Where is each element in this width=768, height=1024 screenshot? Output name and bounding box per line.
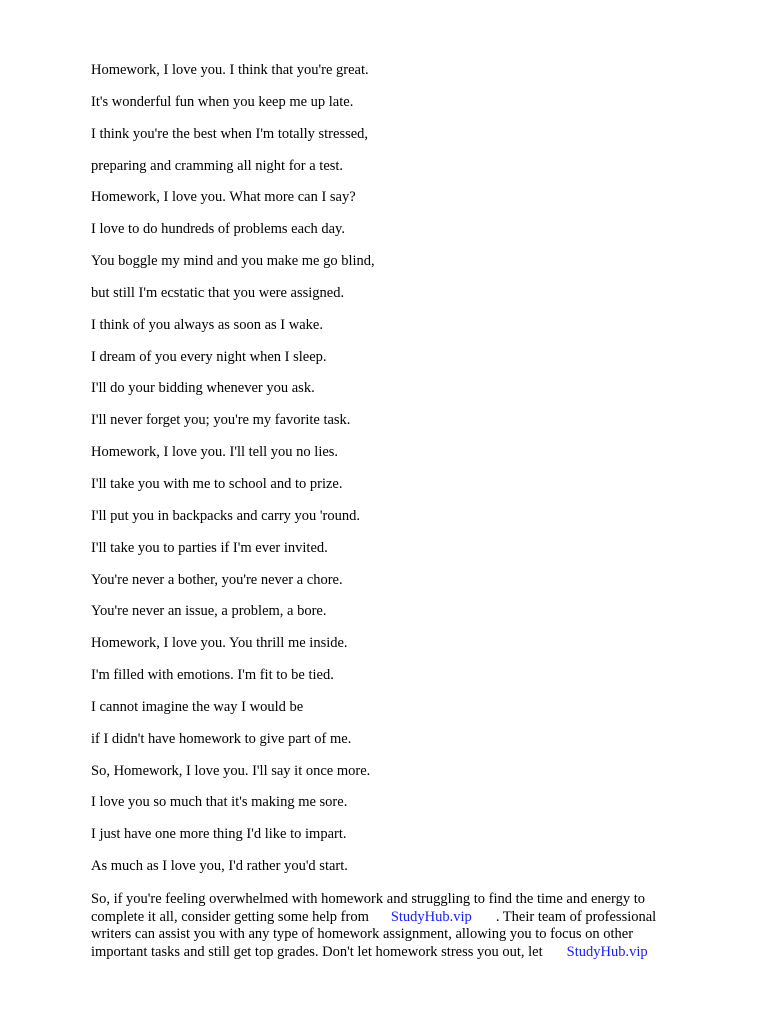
promo-text: complete it all, consider getting some help from <box>91 908 369 925</box>
poem-line: You boggle my mind and you make me go blind, <box>91 253 375 270</box>
poem-line: I'll take you with me to school and to prize. <box>91 475 343 492</box>
poem-line: I'll do your bidding whenever you ask. <box>91 380 315 397</box>
poem-line: preparing and cramming all night for a test. <box>91 157 344 174</box>
poem-line: I dream of you every night when I sleep. <box>91 348 327 365</box>
studyhub-link[interactable]: StudyHub.vip <box>390 908 472 925</box>
poem-line: I'm filled with emotions. I'm fit to be tied. <box>91 667 334 684</box>
promo-line <box>91 909 711 927</box>
studyhub-link[interactable]: StudyHub.vip <box>566 943 648 960</box>
poem-line: I think of you always as soon as I wake. <box>91 316 323 333</box>
poem <box>91 62 711 890</box>
poem-line: if I didn't have homework to give part of me. <box>91 730 352 747</box>
poem-line: I cannot imagine the way I would be <box>91 698 304 715</box>
promo-text: . Their team of professional <box>495 908 657 925</box>
poem-line: I love you so much that it's making me sore. <box>91 794 348 811</box>
poem-line: I'll never forget you; you're my favorite task. <box>91 412 351 429</box>
poem-line: I'll put you in backpacks and carry you 'round. <box>91 507 360 524</box>
promo-paragraph <box>91 891 711 961</box>
poem-line: I think you're the best when I'm totally stressed, <box>91 125 369 142</box>
poem-line: It's wonderful fun when you keep me up late. <box>91 93 354 110</box>
promo-line <box>91 926 711 944</box>
poem-line: Homework, I love you. You thrill me inside. <box>91 635 348 652</box>
poem-line: I'll take you to parties if I'm ever invited. <box>91 539 328 556</box>
poem-line: I love to do hundreds of problems each day. <box>91 221 345 238</box>
poem-line: As much as I love you, I'd rather you'd start. <box>91 858 348 875</box>
poem-line: You're never a bother, you're never a chore. <box>91 571 343 588</box>
poem-line: Homework, I love you. I'll tell you no lies. <box>91 444 339 461</box>
promo-line <box>91 944 711 962</box>
poem-line: Homework, I love you. I think that you're great. <box>91 62 369 78</box>
promo-text: writers can assist you with any type of homework assignment, allowing you to focus on other <box>91 926 634 942</box>
promo-line <box>91 891 711 909</box>
poem-line: but still I'm ecstatic that you were assigned. <box>91 284 345 301</box>
poem-line: You're never an issue, a problem, a bore. <box>91 603 327 620</box>
poem-line: So, Homework, I love you. I'll say it once more. <box>91 762 371 779</box>
promo-text: So, if you're feeling overwhelmed with homework and struggling to find the time and energy to <box>91 891 646 907</box>
poem-line: I just have one more thing I'd like to impart. <box>91 826 347 843</box>
poem-line: Homework, I love you. What more can I say? <box>91 189 356 206</box>
promo-text: important tasks and still get top grades. Don't let homework stress you out, let <box>91 943 543 960</box>
